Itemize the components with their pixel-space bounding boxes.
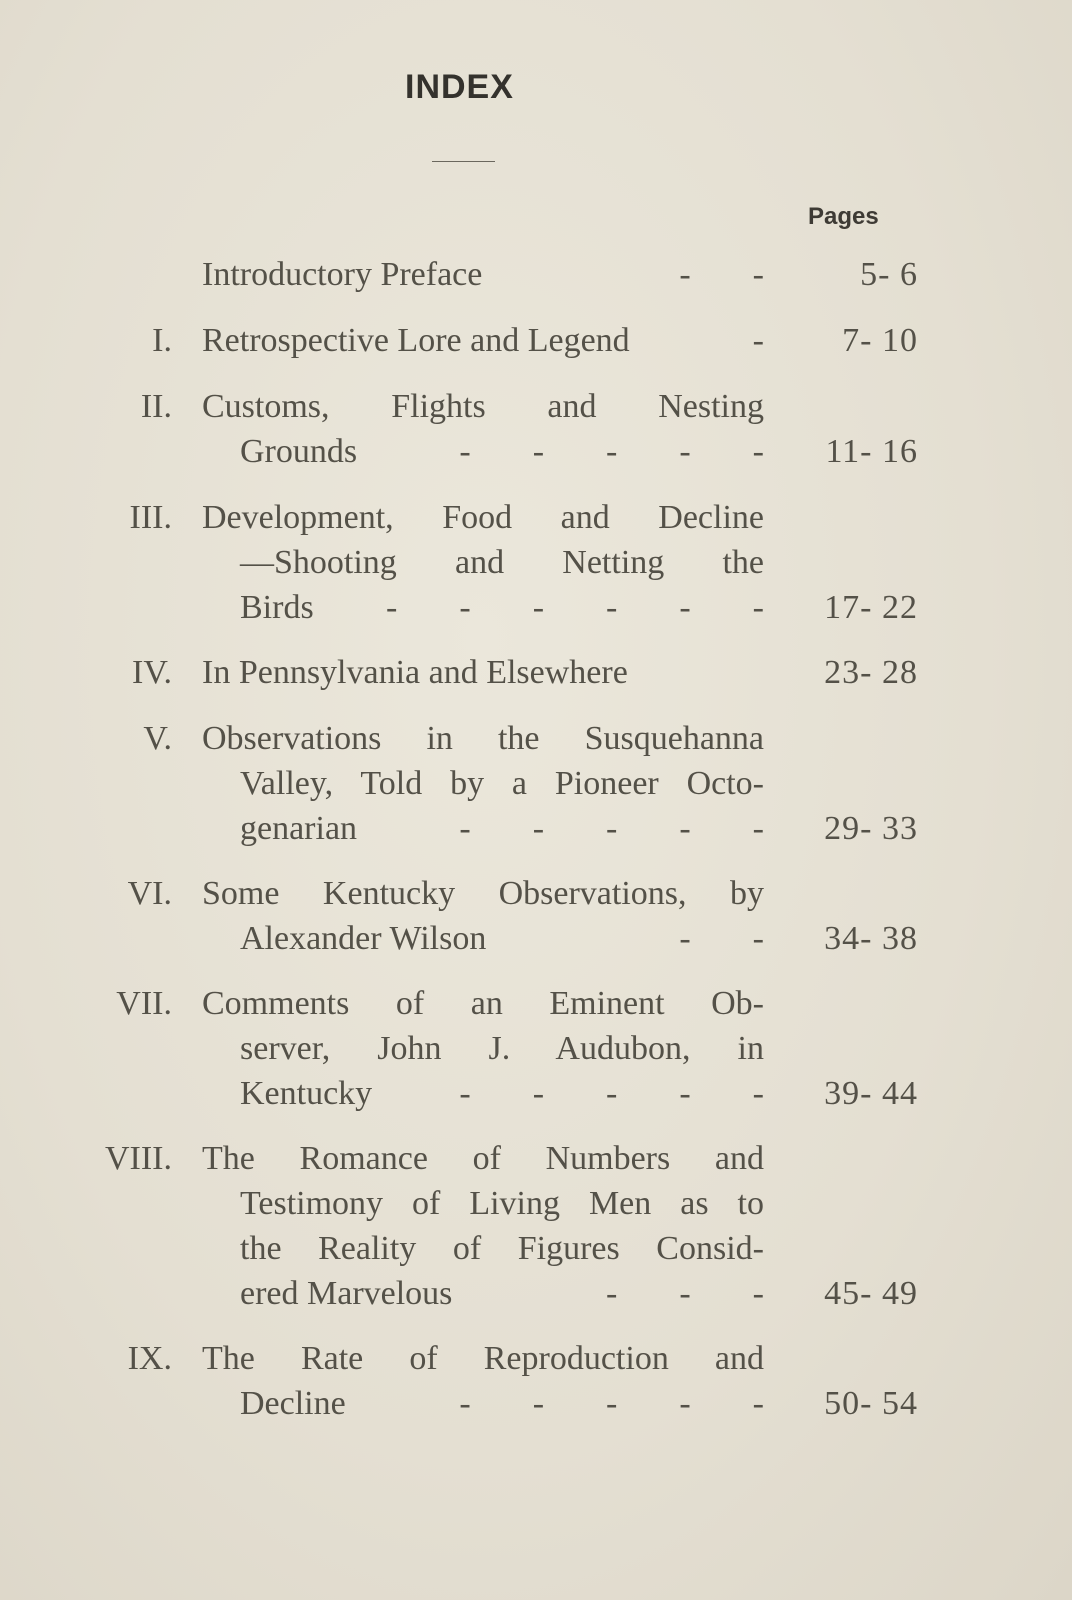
entry-title-line: the Reality of Figures Consid- [240,1230,764,1267]
dot-leaders [679,252,764,298]
leader-dash: - [606,589,618,626]
entry-title-line [240,1271,764,1317]
page-range: 29- 33 [824,810,918,847]
leader-dash: - [459,589,471,626]
entry-title-text: Retrospective Lore and Legend [202,322,630,359]
chapter-numeral: VI. [127,875,172,912]
entry-title-line: Development, Food and Decline [202,499,764,536]
chapter-numeral: III. [129,499,172,536]
chapter-numeral: IV. [132,654,172,691]
dot-leaders [606,1271,764,1317]
chapter-numeral: II. [140,388,172,425]
page-range: 7- 10 [842,322,918,359]
dot-leaders [459,1071,764,1117]
leader-dash: - [532,433,545,470]
leader-dash: - [459,810,471,847]
entry-title-line: The Romance of Numbers and [202,1140,764,1177]
entry-title-line [240,916,764,962]
leader-dash: - [679,433,691,470]
leader-dash: - [752,322,764,359]
page-range: 34- 38 [824,920,918,957]
leader-dash: - [752,256,764,293]
page-range: 50- 54 [824,1385,918,1422]
leader-dash: - [679,589,691,626]
leader-dash: - [679,256,691,293]
leader-dash: - [606,1275,618,1312]
leader-dash: - [752,1075,764,1112]
entry-title-line: Valley, Told by a Pioneer Octo- [240,765,764,802]
entry-title-line: —Shooting and Netting the [240,544,764,581]
leader-dash: - [532,1075,545,1112]
entry-title-text: Grounds [240,433,358,470]
leader-dash: - [606,433,618,470]
leader-dash: - [532,1385,545,1422]
entry-title-line: The Rate of Reproduction and [202,1340,764,1377]
entry-title-line: In Pennsylvania and Elsewhere [202,654,628,691]
leader-dash: - [752,920,764,957]
page-range: 17- 22 [824,589,918,626]
dot-leaders [459,1381,764,1427]
entry-title-text: ered Marvelous [240,1275,453,1312]
leader-dash: - [532,589,545,626]
leader-dash: - [459,1075,471,1112]
entry-title-line: Comments of an Eminent Ob- [202,985,764,1022]
leader-dash: - [459,433,471,470]
title-rule [432,161,495,162]
chapter-numeral: VIII. [104,1140,172,1177]
leader-dash: - [679,1075,691,1112]
dot-leaders [679,916,764,962]
pages-column-header: Pages [808,203,879,230]
entry-title-line: Customs, Flights and Nesting [202,388,764,425]
dot-leaders [753,318,764,364]
leader-dash: - [679,810,691,847]
entry-title-text: Birds [240,589,314,626]
chapter-numeral: I. [152,322,172,359]
chapter-numeral: IX. [127,1340,172,1377]
entry-title-line [240,1381,764,1427]
entry-title-text: genarian [240,810,358,847]
leader-dash: - [386,589,398,626]
entry-title-line: Observations in the Susquehanna [202,720,764,757]
chapter-numeral: VII. [116,985,172,1022]
leader-dash: - [752,1385,764,1422]
entry-title-line: server, John J. Audubon, in [240,1030,764,1067]
entry-title-line [240,585,764,631]
index-title: INDEX [405,68,514,106]
leader-dash: - [752,1275,764,1312]
page-range: 23- 28 [824,654,918,691]
leader-dash: - [752,433,764,470]
entry-title-line [240,806,764,852]
chapter-numeral: V. [143,720,172,757]
dot-leaders [459,806,764,852]
page-range: 11- 16 [825,433,918,470]
entry-title-line: Testimony of Living Men as to [240,1185,764,1222]
leader-dash: - [606,810,618,847]
entry-title-line [240,1071,764,1117]
leader-dash: - [606,1075,618,1112]
entry-title-line [202,318,764,364]
page-range: 39- 44 [824,1075,918,1112]
leader-dash: - [532,810,545,847]
page-range: 45- 49 [824,1275,918,1312]
entry-title-line [202,252,764,298]
entry-title-line [240,429,764,475]
entry-title-text: Kentucky [240,1075,373,1112]
leader-dash: - [606,1385,618,1422]
page-range: 5- 6 [860,256,918,293]
leader-dash: - [752,589,764,626]
entry-title-text: Introductory Preface [202,256,483,293]
leader-dash: - [679,1385,691,1422]
leader-dash: - [679,920,691,957]
entry-title-text: Alexander Wilson [240,920,487,957]
entry-title-line: Some Kentucky Observations, by [202,875,764,912]
leader-dash: - [679,1275,691,1312]
entry-title-text: Decline [240,1385,346,1422]
dot-leaders [386,585,764,631]
leader-dash: - [459,1385,471,1422]
dot-leaders [459,429,764,475]
leader-dash: - [752,810,764,847]
